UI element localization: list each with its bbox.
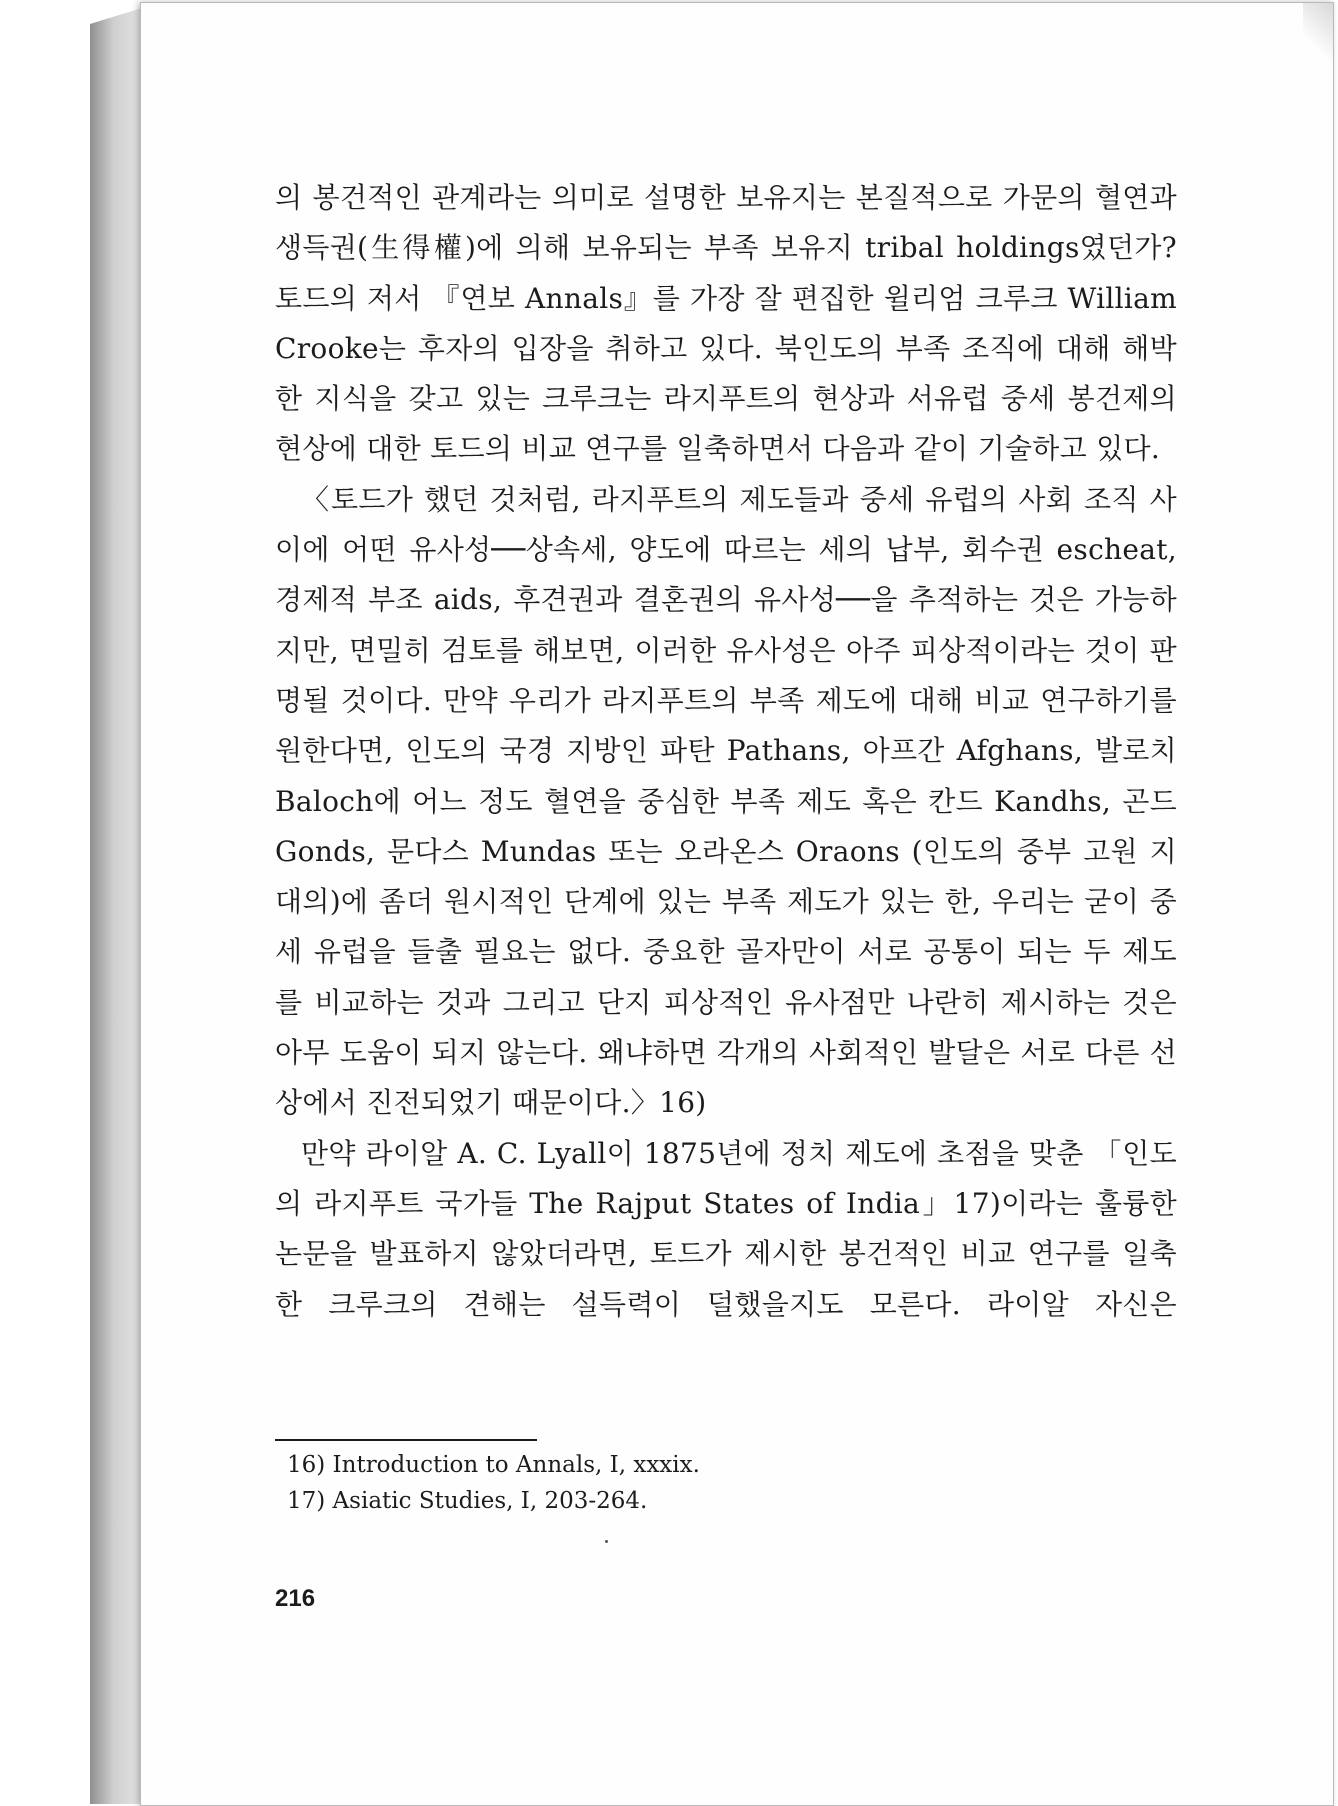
footnote-divider [275,1439,537,1441]
footnote-16: 16) Introduction to Annals, Ⅰ, xxxix. [287,1452,700,1478]
book-page [140,2,1334,1806]
page-number: 216 [275,1585,316,1612]
paragraph-3: 만약 라이알 A. C. Lyall이 1875년에 정치 제도에 초점을 맞춘 「인도의 라지푸트 국가들 The Rajput States of India」17)이라는 훌륭한 논문을 발표하지 않았더라면, 토드가 제시한 봉건적인 비교 연구를 일축한 크루크의 견해는 설득력이 덜했을지도 모른다. 라이알 자신은 [275,1136,1177,1321]
body-text [275,173,1177,1330]
quotation-paragraph: 〈토드가 했던 것처럼, 라지푸트의 제도들과 중세 유럽의 사회 조직 사이에 어떤 유사성──상속세, 양도에 따르는 세의 납부, 회수권 escheat, 경제적 부조 aids, 후견권과 결혼권의 유사성──을 추적하는 것은 가능하지만, 면밀히 검토를 해보면, 이러한 유사성은 아주 피상적이라는 것이 판명될 것이다. 만약 우리가 라지푸트의 부족 제도에 대해 비교 연구하기를 원한다면, 인도의 국경 지방인 파탄 Pathans, 아프간 Afghans, 발로치 Baloch에 어느 정도 혈연을 중심한 부족 제도 혹은 칸드 Kandhs, 곤드 Gonds, 문다스 Mundas 또는 오라온스 Oraons (인도의 중부 고원 지대의)에 좀더 원시적인 단계에 있는 부족 제도가 있는 한, 우리는 굳이 중세 유럽을 들출 필요는 없다. 중요한 골자만이 서로 공통이 되는 두 제도를 비교하는 것과 그리고 단지 피상적인 유사점만 나란히 제시하는 것은 아무 도움이 되지 않는다. 왜냐하면 각개의 사회적인 발달은 서로 다른 선상에서 진전되었기 때문이다.〉16) [275,482,1177,1120]
paragraph-1: 의 봉건적인 관계라는 의미로 설명한 보유지는 본질적으로 가문의 혈연과 생득권(生得權)에 의해 보유되는 부족 보유지 tribal holdings였던가? 토드의 저서 『연보 Annals』를 가장 잘 편집한 윌리엄 크루크 William Crooke는 후자의 입장을 취하고 있다. 북인도의 부족 조직에 대해 해박한 지식을 갖고 있는 크루크는 라지푸트의 현상과 서유럽 중세 봉건제의 현상에 대한 토드의 비교 연구를 일축하면서 다음과 같이 기술하고 있다. [275,181,1177,466]
book-spine-edge [90,8,142,1804]
page-corner-shadow [1303,3,1333,63]
paper-speck [605,1540,608,1543]
footnote-17: 17) Asiatic Studies, Ⅰ, 203-264. [287,1488,648,1514]
footnotes [275,1439,1177,1519]
